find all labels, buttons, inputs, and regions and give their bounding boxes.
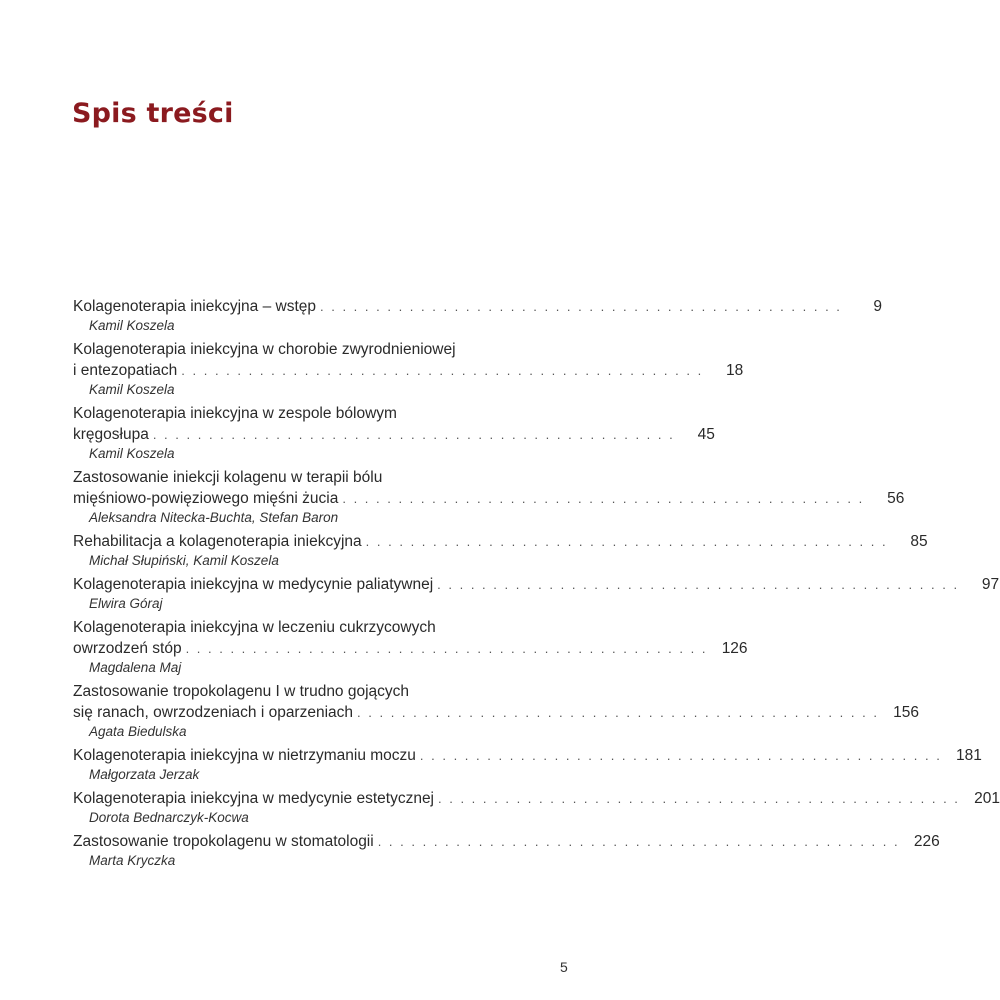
toc-entry (73, 745, 982, 784)
toc-entry (73, 574, 1000, 613)
toc-entry-title: Kolagenoterapia iniekcyjna w leczeniu cukrzycowych (73, 619, 436, 636)
dot-leader: . . . . . . . . . . . . . . . . . . . . . . . . . . . . . . . . . . . . . . . . . . . . . . . (181, 363, 704, 378)
toc-entry-title-line (73, 339, 555, 360)
toc-entry-title-line (73, 617, 555, 638)
toc-entry-author: Marta Kryczka (89, 853, 176, 868)
dot-leader: . . . . . . . . . . . . . . . . . . . . . . . . . . . . . . . . . . . . . . . . . . . . . . . (377, 834, 900, 849)
toc-entry-title: i entezopatiach (73, 362, 178, 379)
toc-entry-title: Rehabilitacja a kolagenoterapia iniekcyjna (73, 533, 362, 550)
toc-entry-title-line (73, 360, 744, 381)
toc-entry (73, 831, 940, 870)
toc-entry-title: mięśniowo-powięziowego mięśni żucia (73, 490, 339, 507)
toc-entry-author: Aleksandra Nitecka-Buchta, Stefan Baron (89, 510, 339, 525)
toc-entry-title-line (73, 403, 555, 424)
toc-entry-title-line (73, 702, 920, 723)
toc-entry-title-line (73, 574, 1000, 595)
dot-leader: . . . . . . . . . . . . . . . . . . . . . . . . . . . . . . . . . . . . . . . . . . . . . . . (320, 299, 842, 314)
toc-entry (73, 681, 920, 741)
table-of-contents (73, 296, 1000, 874)
toc-entry-author: Kamil Koszela (89, 318, 175, 333)
toc-entry-page: 181 (956, 747, 982, 764)
toc-entry-title-line (73, 296, 882, 317)
toc-entry-author: Małgorzata Jerzak (89, 767, 200, 782)
toc-entry-page: 56 (887, 490, 905, 507)
page-number: 5 (560, 959, 568, 975)
toc-entry (73, 531, 928, 570)
toc-entry-page: 201 (974, 790, 1000, 807)
toc-entry-title: Zastosowanie tropokolagenu w stomatologii (73, 833, 374, 850)
toc-entry-page: 226 (913, 833, 940, 850)
toc-entry (73, 788, 1000, 827)
toc-entry-page: 45 (697, 426, 715, 443)
toc-entry-title: kręgosłupa (73, 426, 149, 443)
toc-entry-author: Kamil Koszela (89, 382, 175, 397)
toc-entry-author: Agata Biedulska (89, 724, 187, 739)
toc-entry-title-line (73, 681, 555, 702)
toc-entry-title-line (73, 424, 715, 445)
toc-entry-title: Kolagenoterapia iniekcyjna w medycynie paliatywnej (73, 576, 434, 593)
dot-leader: . . . . . . . . . . . . . . . . . . . . . . . . . . . . . . . . . . . . . . . . . . . . . . . (437, 577, 960, 592)
toc-entry-title: Kolagenoterapia iniekcyjna – wstęp (73, 298, 316, 315)
toc-entry-title-line (73, 788, 1000, 809)
dot-leader: . . . . . . . . . . . . . . . . . . . . . . . . . . . . . . . . . . . . . . . . . . . . . . . (365, 534, 888, 549)
toc-entry (73, 403, 715, 463)
dot-leader: . . . . . . . . . . . . . . . . . . . . . . . . . . . . . . . . . . . . . . . . . . . . . . . (152, 427, 675, 442)
toc-entry-title: owrzodzeń stóp (73, 640, 182, 657)
toc-entry-author: Magdalena Maj (89, 660, 182, 675)
toc-entry (73, 617, 748, 677)
toc-entry-title-line (73, 638, 748, 659)
page-title: Spis treści (72, 98, 234, 129)
toc-entry-page: 18 (726, 362, 744, 379)
toc-entry-title: Zastosowanie iniekcji kolagenu w terapii bólu (73, 469, 383, 486)
toc-entry-title-line (73, 831, 940, 852)
toc-entry-title-line (73, 745, 982, 766)
dot-leader: . . . . . . . . . . . . . . . . . . . . . . . . . . . . . . . . . . . . . . . . . . . . . . . (185, 641, 708, 656)
toc-entry (73, 467, 905, 527)
dot-leader: . . . . . . . . . . . . . . . . . . . . . . . . . . . . . . . . . . . . . . . . . . . . . . . (438, 791, 960, 806)
toc-entry-title: Kolagenoterapia iniekcyjna w chorobie zwyrodnieniowej (73, 341, 456, 358)
toc-entry-author: Dorota Bednarczyk-Kocwa (89, 810, 249, 825)
toc-entry-title-line (73, 531, 928, 552)
toc-entry-title-line (73, 488, 905, 509)
toc-entry-title: Zastosowanie tropokolagenu I w trudno gojących (73, 683, 410, 700)
toc-entry-page: 126 (721, 640, 748, 657)
toc-entry-page: 85 (910, 533, 928, 550)
toc-entry-title: Kolagenoterapia iniekcyjna w medycynie estetycznej (73, 790, 435, 807)
toc-entry (73, 296, 882, 335)
toc-entry-title: się ranach, owrzodzeniach i oparzeniach (73, 704, 354, 721)
dot-leader: . . . . . . . . . . . . . . . . . . . . . . . . . . . . . . . . . . . . . . . . . . . . . . . (419, 748, 942, 763)
toc-entry-title: Kolagenoterapia iniekcyjna w zespole bólowym (73, 405, 397, 422)
toc-entry-title: Kolagenoterapia iniekcyjna w nietrzymaniu moczu (73, 747, 416, 764)
toc-entry-title-line (73, 467, 555, 488)
dot-leader: . . . . . . . . . . . . . . . . . . . . . . . . . . . . . . . . . . . . . . . . . . . . . . . (342, 491, 865, 506)
toc-entry-page: 97 (981, 576, 1000, 593)
toc-entry-author: Michał Słupiński, Kamil Koszela (89, 553, 279, 568)
toc-entry-author: Kamil Koszela (89, 446, 175, 461)
toc-entry-page: 156 (893, 704, 920, 721)
toc-entry-page: 9 (873, 298, 882, 315)
toc-entry-author: Elwira Góraj (89, 596, 163, 611)
dot-leader: . . . . . . . . . . . . . . . . . . . . . . . . . . . . . . . . . . . . . . . . . . . . . . . (357, 705, 879, 720)
toc-entry (73, 339, 744, 399)
